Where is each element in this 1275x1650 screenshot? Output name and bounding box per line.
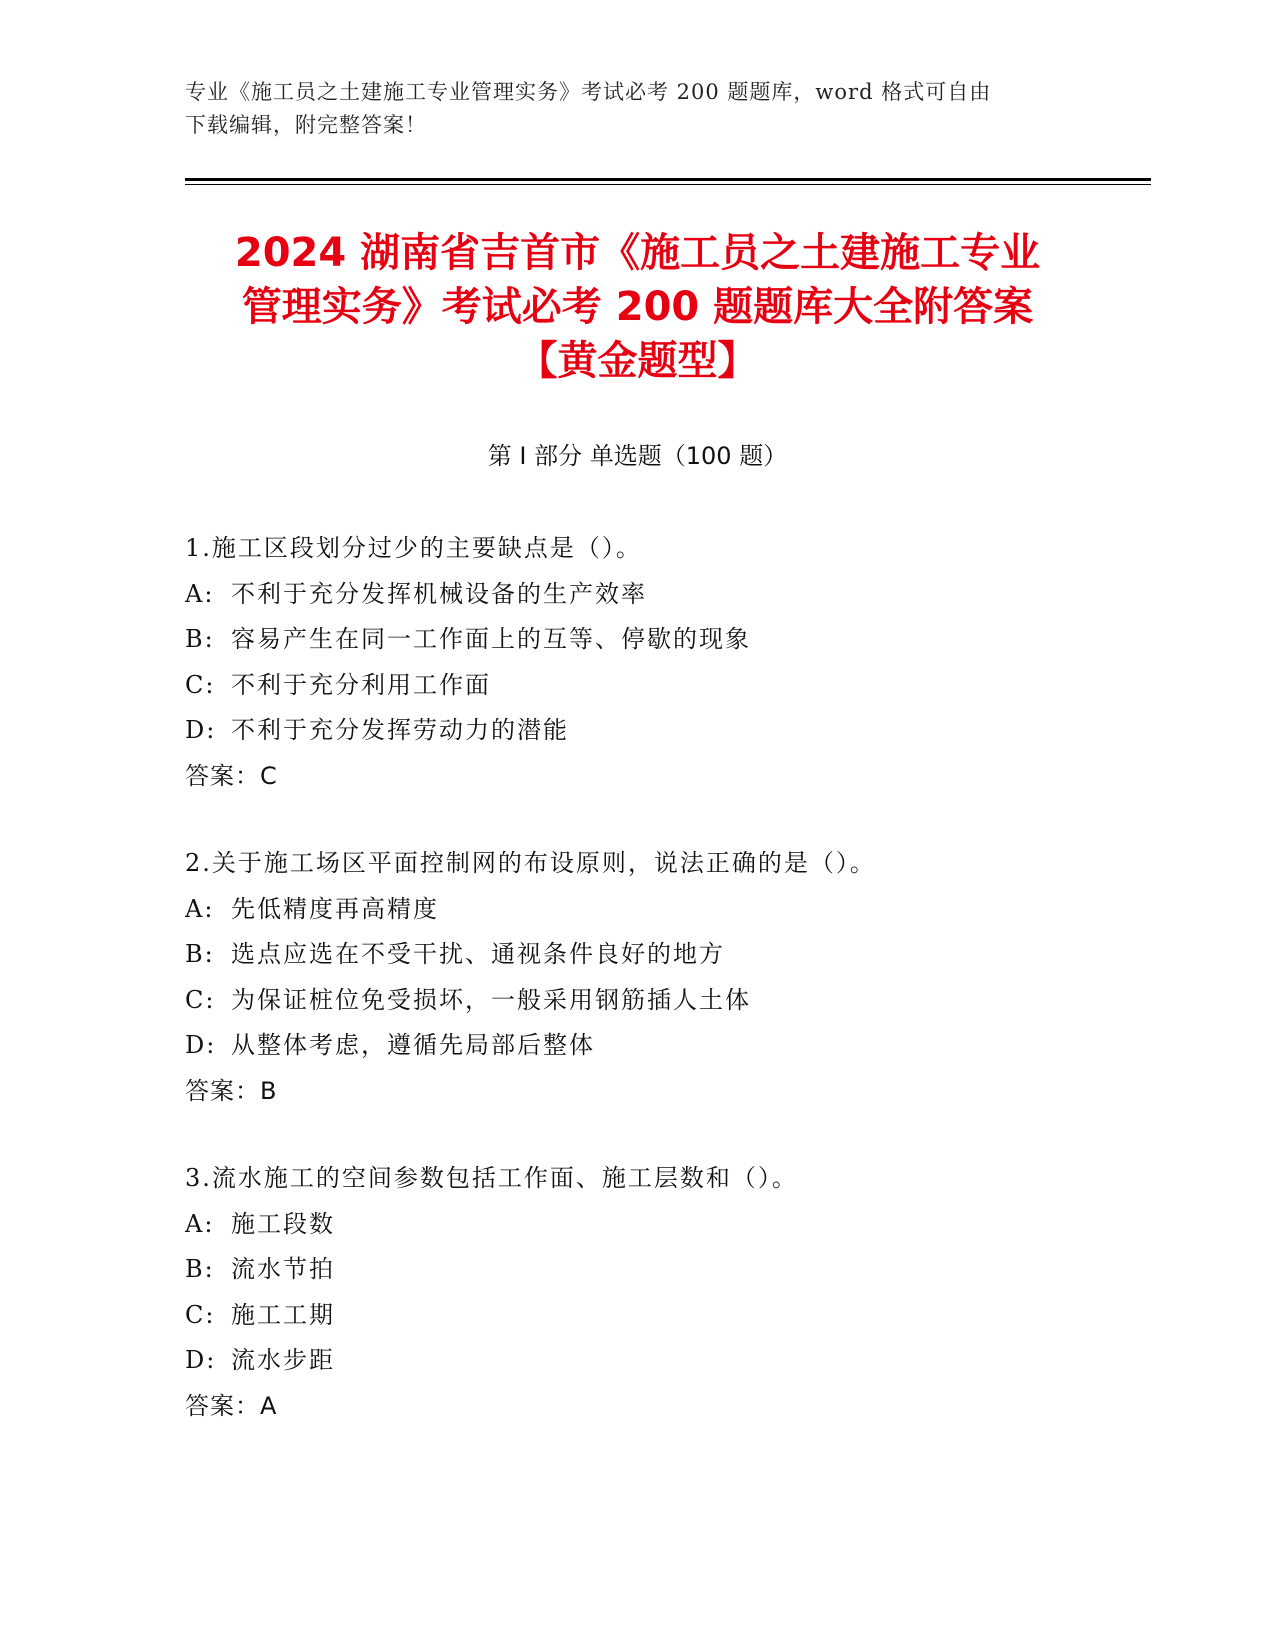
answer-line: 答案：C [185, 761, 278, 790]
option-d [185, 1338, 1105, 1384]
option-text: 选点应选在不受干扰、通视条件良好的地方 [231, 940, 725, 968]
option-a [185, 887, 1105, 933]
option-text: 不利于充分发挥机械设备的生产效率 [231, 579, 647, 608]
option-c [185, 1293, 1105, 1339]
section-title: 第 I 部分 单选题（100 题） [487, 442, 788, 470]
option-prefix: B: [185, 940, 215, 968]
title-line-2: 管理实务》考试必考 200 题题库大全附答案 [241, 284, 1034, 330]
option-text: 施工工期 [231, 1300, 335, 1329]
option-b [185, 617, 1105, 663]
header-rule-thick [185, 178, 1151, 181]
option-prefix: C: [185, 670, 216, 699]
option-prefix: D: [185, 1031, 217, 1059]
title-line-3: 【黄金题型】 [517, 338, 758, 384]
option-text: 施工段数 [231, 1209, 335, 1238]
option-prefix: B: [185, 1255, 215, 1283]
option-c [185, 978, 1105, 1024]
option-prefix: A: [185, 1209, 215, 1238]
header-note-line-1: 专业《施工员之土建施工专业管理实务》考试必考 200 题题库，word 格式可自由 [185, 80, 992, 104]
question-stem: 2.关于施工场区平面控制网的布设原则，说法正确的是（）。 [185, 849, 876, 877]
option-b [185, 932, 1105, 978]
document-title [150, 226, 1125, 388]
option-d [185, 1023, 1105, 1069]
header-rule-thin [185, 184, 1151, 185]
option-c [185, 663, 1105, 709]
option-text: 流水步距 [231, 1346, 335, 1374]
option-text: 为保证桩位免受损坏，一般采用钢筋插人土体 [231, 985, 751, 1014]
option-d [185, 708, 1105, 754]
option-prefix: D: [185, 716, 217, 744]
option-prefix: C: [185, 1300, 216, 1329]
header-note-line-2: 下载编辑，附完整答案！ [185, 113, 427, 137]
question-item [185, 1156, 1105, 1429]
question-stem: 1.施工区段划分过少的主要缺点是（）。 [185, 534, 642, 562]
question-item [185, 526, 1105, 799]
option-text: 不利于充分利用工作面 [231, 670, 491, 699]
title-line-1: 2024 湖南省吉首市《施工员之土建施工专业 [234, 230, 1041, 276]
option-text: 不利于充分发挥劳动力的潜能 [231, 716, 569, 744]
option-prefix: A: [185, 894, 215, 923]
header-note [185, 76, 1065, 142]
option-text: 从整体考虑，遵循先局部后整体 [231, 1031, 595, 1059]
option-text: 流水节拍 [231, 1255, 335, 1283]
answer-line: 答案：B [185, 1076, 278, 1105]
question-item [185, 841, 1105, 1114]
option-a [185, 1202, 1105, 1248]
option-a [185, 572, 1105, 618]
option-prefix: D: [185, 1346, 217, 1374]
option-prefix: C: [185, 985, 216, 1014]
option-text: 先低精度再高精度 [231, 894, 439, 923]
answer-line: 答案：A [185, 1391, 278, 1420]
option-b [185, 1247, 1105, 1293]
option-prefix: A: [185, 579, 215, 608]
question-list [185, 526, 1105, 1471]
option-text: 容易产生在同一工作面上的互等、停歇的现象 [231, 625, 751, 653]
question-stem: 3.流水施工的空间参数包括工作面、施工层数和（）。 [185, 1164, 798, 1192]
option-prefix: B: [185, 625, 215, 653]
